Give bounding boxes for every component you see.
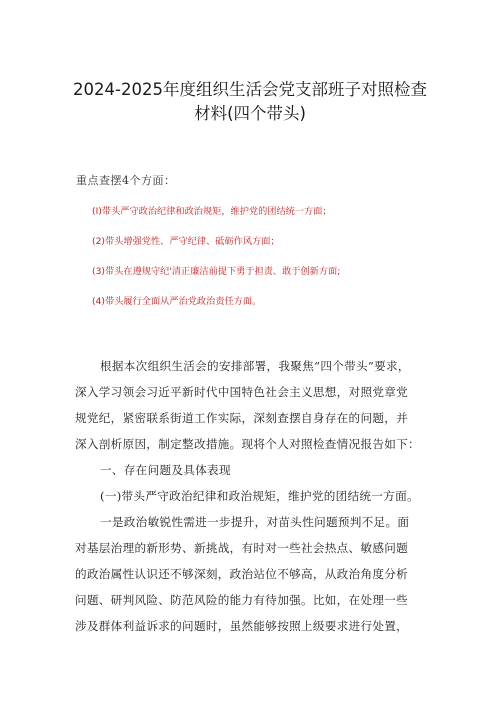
subsection-heading-1: (一)带头严守政治纪律和政治规矩，维护党的团结统一方面。 [100,489,419,503]
body-line-1: 根据本次组织生活会的安排部署，我聚焦“四个带头”要求， [100,359,410,373]
body-line-7: 一是政治敏锐性需进一步提升，对苗头性问题预判不足。面 [100,515,410,529]
section-heading-1: 一、存在问题及具体表现 [100,463,231,477]
focus-item-1: (I)带头严守政治纪律和政治规矩，维护党的团结统一方面； [92,206,332,217]
focus-item-2: (2)带头增强党性、严守纪律、砥砺作风方面； [92,236,280,247]
focus-heading: 重点查摆4个方面： [76,174,176,187]
focus-item-3: (3)带头在遵规守纪'清正廉洁前提下勇于担责、敢于创新方面; [92,266,341,277]
document-title-line-2: 材料(四个带头) [194,104,306,123]
body-line-8: 对基层治理的新形势、新挑战，有时对一些社会热点、敏感问题 [75,541,409,555]
body-line-9: 的政治属性认识还不够深刻，政治站位不够高，从政治角度分析 [75,567,409,581]
body-line-10: 问题、研判风险、防范风险的能力有待加强。比如，在处理一些 [75,593,409,607]
document-title-line-1: 2024-2025年度组织生活会党支部班子对照检查 [73,80,427,99]
focus-item-4: (4)带头履行全面从严治党政治责任方面。 [92,296,262,307]
body-line-4: 深入剖析原因，制定整改措施。现将个人对照检查情况报告如下： [75,437,420,451]
body-line-2: 深入学习领会习近平新时代中国特色社会主义思想，对照党章党 [75,385,409,399]
body-line-11: 涉及群体利益诉求的问题时，虽然能够按照上级要求进行处置， [75,619,409,633]
body-line-3: 规党纪，紧密联系街道工作实际，深刻查摆自身存在的问题，并 [75,411,409,425]
